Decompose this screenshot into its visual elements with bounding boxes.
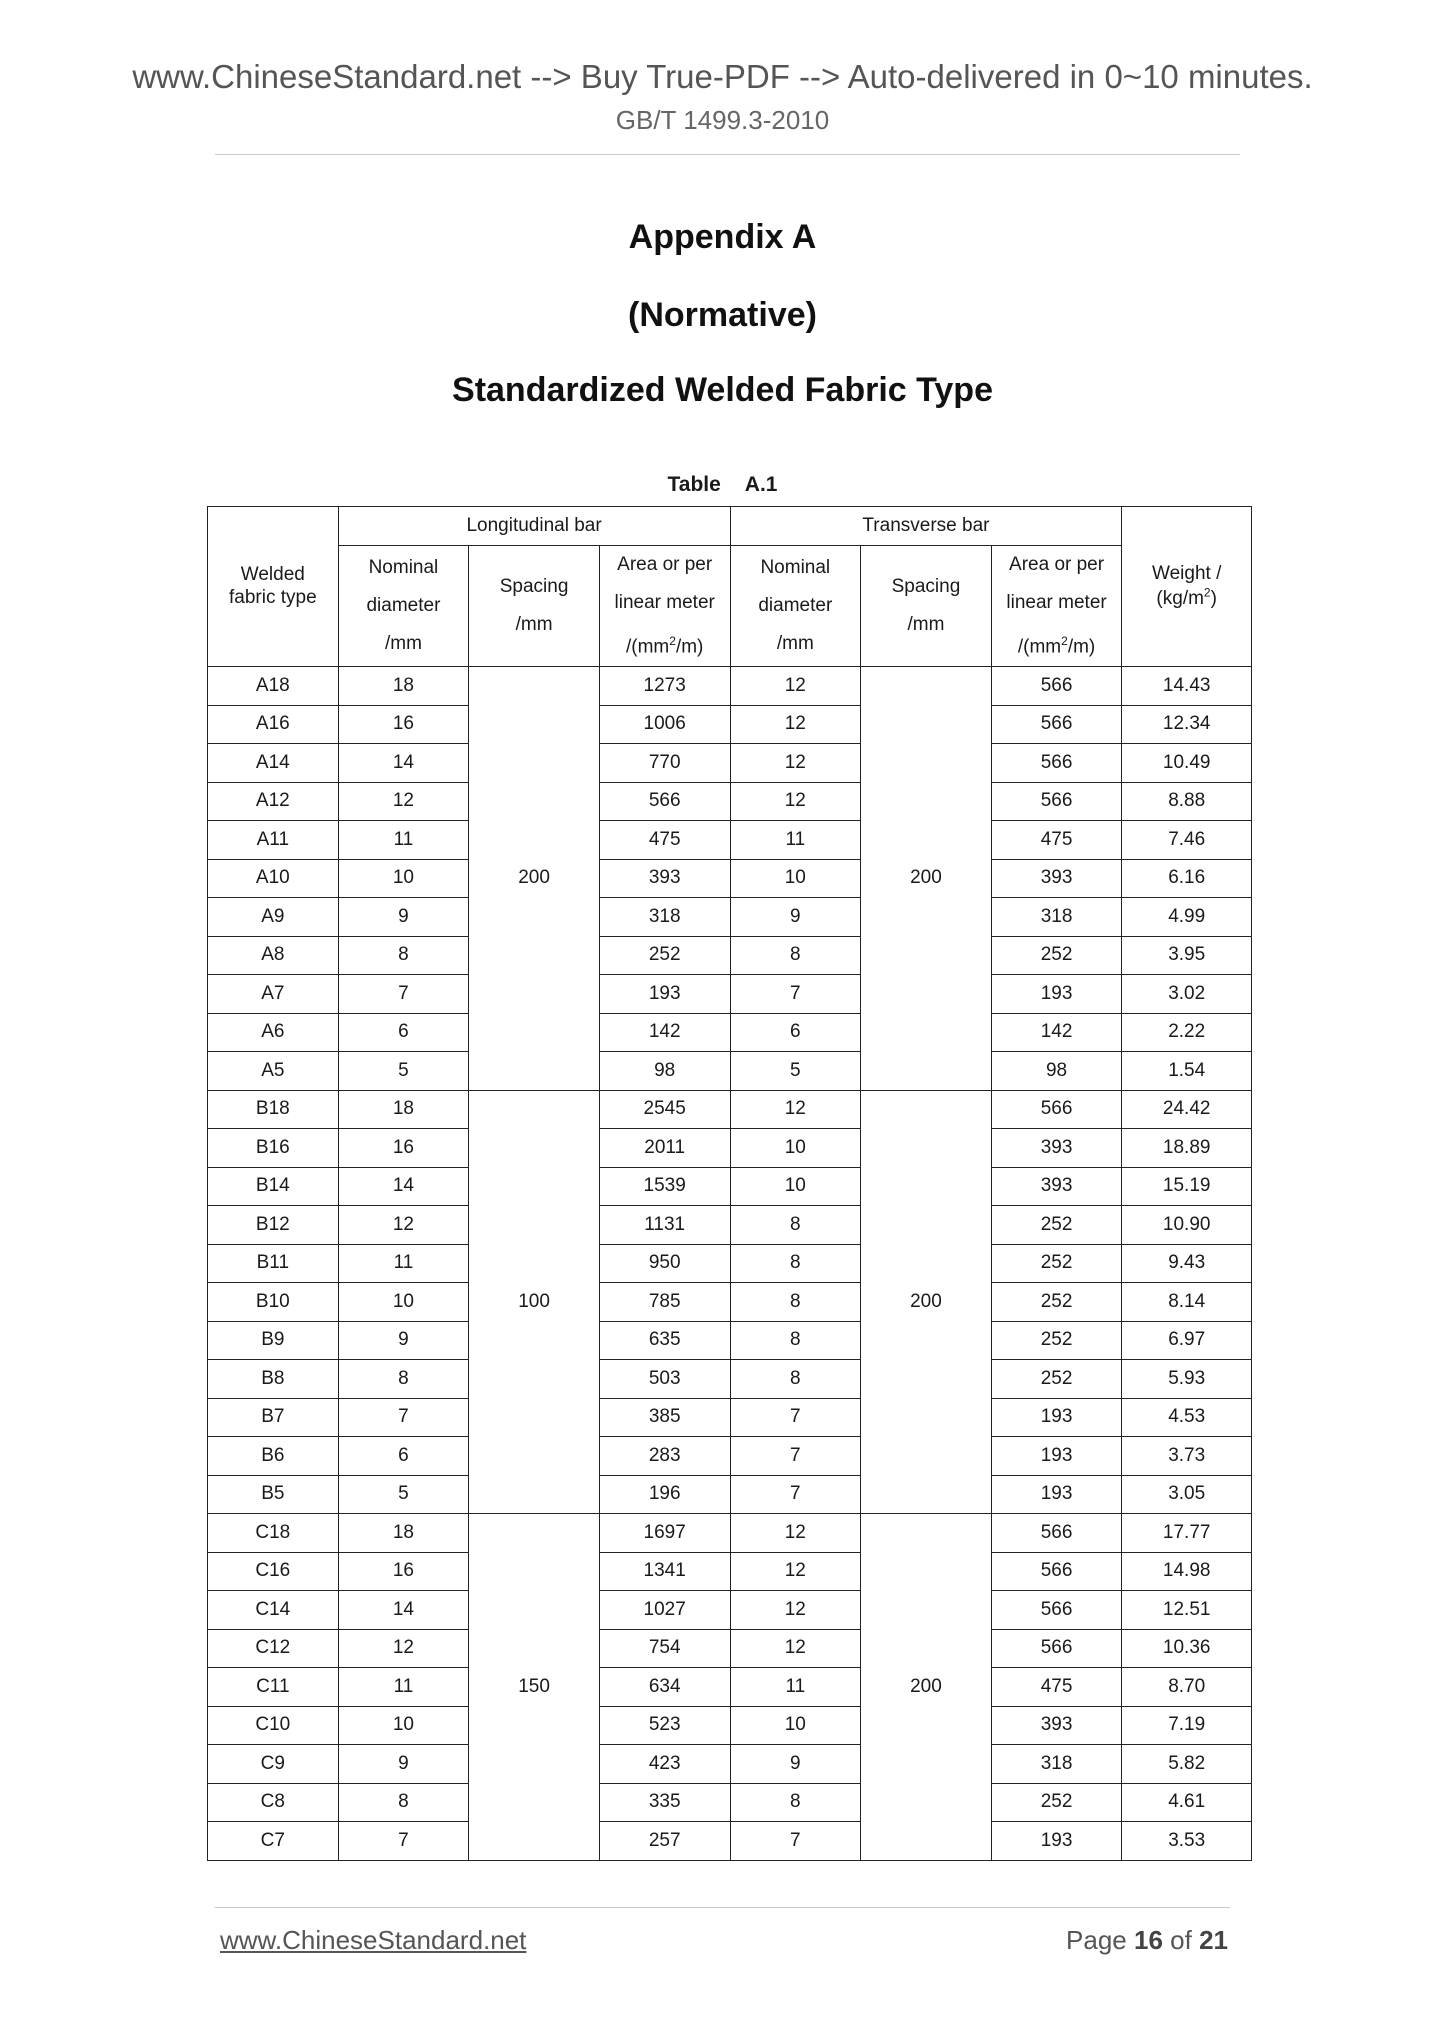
cell-weight: 14.43: [1122, 667, 1252, 706]
table-row: [208, 1129, 1252, 1168]
cell-trans-diameter: 11: [730, 821, 861, 860]
cell-long-diameter: 14: [338, 744, 469, 783]
cell-long-diameter: 18: [338, 1514, 469, 1553]
col-header-long-area: Area or per linear meter $/(mm^2/m)$: [599, 546, 730, 667]
cell-fabric-type: C18: [208, 1514, 339, 1553]
table-caption: [0, 473, 1445, 497]
cell-fabric-type: B16: [208, 1129, 339, 1168]
cell-trans-area: 193: [991, 1475, 1122, 1514]
cell-weight: 18.89: [1122, 1129, 1252, 1168]
cell-trans-area: 252: [991, 1783, 1122, 1822]
cell-trans-area: 566: [991, 1591, 1122, 1630]
table-row: [208, 1514, 1252, 1553]
cell-trans-diameter: 10: [730, 1706, 861, 1745]
cell-trans-diameter: 7: [730, 1437, 861, 1476]
cell-trans-diameter: 10: [730, 1129, 861, 1168]
cell-fabric-type: A9: [208, 898, 339, 937]
cell-trans-diameter: 12: [730, 744, 861, 783]
cell-long-area: 196: [599, 1475, 730, 1514]
col-header-trans-diameter: Nominal diameter /mm: [730, 546, 861, 667]
cell-weight: 8.14: [1122, 1283, 1252, 1322]
column-header-row: [208, 546, 1252, 667]
cell-long-area: 754: [599, 1629, 730, 1668]
cell-trans-area: 252: [991, 1283, 1122, 1322]
cell-trans-area: 566: [991, 1629, 1122, 1668]
cell-weight: 3.02: [1122, 975, 1252, 1014]
cell-weight: 3.53: [1122, 1822, 1252, 1861]
cell-trans-area: 318: [991, 898, 1122, 937]
col-header-trans-area: Area or per linear meter $/(mm^2/m)$: [991, 546, 1122, 667]
cell-weight: 4.61: [1122, 1783, 1252, 1822]
cell-long-area: 385: [599, 1398, 730, 1437]
group-header-row: [208, 507, 1252, 546]
cell-fabric-type: B10: [208, 1283, 339, 1322]
cell-long-diameter: 8: [338, 1783, 469, 1822]
cell-long-area: 283: [599, 1437, 730, 1476]
cell-trans-diameter: 10: [730, 859, 861, 898]
standard-id: GB/T 1499.3-2010: [615, 105, 830, 135]
cell-weight: 4.99: [1122, 898, 1252, 937]
cell-fabric-type: C16: [208, 1552, 339, 1591]
table-row: [208, 1398, 1252, 1437]
cell-trans-diameter: 12: [730, 782, 861, 821]
table-row: [208, 975, 1252, 1014]
table-row: [208, 1052, 1252, 1091]
cell-fabric-type: A6: [208, 1013, 339, 1052]
cell-long-area: 335: [599, 1783, 730, 1822]
cell-trans-area: 142: [991, 1013, 1122, 1052]
cell-trans-area: 318: [991, 1745, 1122, 1784]
cell-weight: 1.54: [1122, 1052, 1252, 1091]
cell-trans-diameter: 8: [730, 936, 861, 975]
cell-weight: 10.49: [1122, 744, 1252, 783]
cell-weight: 12.51: [1122, 1591, 1252, 1630]
table-row: [208, 1013, 1252, 1052]
cell-long-diameter: 10: [338, 1706, 469, 1745]
cell-weight: 12.34: [1122, 705, 1252, 744]
appendix-subject: Standardized Welded Fabric Type: [452, 371, 993, 409]
cell-long-area: 1341: [599, 1552, 730, 1591]
cell-trans-diameter: 12: [730, 1514, 861, 1553]
col-header-type: [208, 507, 339, 667]
cell-long-area: 1027: [599, 1591, 730, 1630]
cell-trans-area: 252: [991, 1244, 1122, 1283]
table-row: [208, 744, 1252, 783]
cell-weight: 4.53: [1122, 1398, 1252, 1437]
cell-long-area: 252: [599, 936, 730, 975]
cell-fabric-type: A5: [208, 1052, 339, 1091]
cell-weight: 10.90: [1122, 1206, 1252, 1245]
cell-trans-area: 252: [991, 1360, 1122, 1399]
cell-trans-diameter: 5: [730, 1052, 861, 1091]
cell-trans-area: 475: [991, 821, 1122, 860]
cell-long-diameter: 16: [338, 1552, 469, 1591]
cell-fabric-type: C11: [208, 1668, 339, 1707]
cell-fabric-type: A12: [208, 782, 339, 821]
table-row: [208, 1475, 1252, 1514]
page-indicator: Page 16 of 21: [1066, 1925, 1228, 1955]
table-row: [208, 898, 1252, 937]
col-header-weight: [1122, 507, 1252, 667]
cell-trans-area: 252: [991, 1321, 1122, 1360]
table-row: [208, 1591, 1252, 1630]
cell-trans-area: 566: [991, 1090, 1122, 1129]
cell-long-spacing: 100: [469, 1090, 600, 1514]
cell-long-diameter: 11: [338, 1244, 469, 1283]
cell-fabric-type: B12: [208, 1206, 339, 1245]
cell-long-diameter: 8: [338, 1360, 469, 1399]
table-row: [208, 1783, 1252, 1822]
cell-long-spacing: 150: [469, 1514, 600, 1861]
table-row: [208, 667, 1252, 706]
footer-divider: [215, 1907, 1230, 1908]
cell-trans-area: 193: [991, 975, 1122, 1014]
cell-trans-area: 566: [991, 1514, 1122, 1553]
cell-long-area: 1539: [599, 1167, 730, 1206]
cell-trans-diameter: 7: [730, 975, 861, 1014]
cell-long-diameter: 16: [338, 1129, 469, 1168]
cell-long-diameter: 7: [338, 975, 469, 1014]
cell-trans-diameter: 6: [730, 1013, 861, 1052]
cell-long-area: 1006: [599, 705, 730, 744]
cell-trans-diameter: 7: [730, 1398, 861, 1437]
cell-long-diameter: 14: [338, 1167, 469, 1206]
cell-long-diameter: 9: [338, 1745, 469, 1784]
cell-long-diameter: 6: [338, 1437, 469, 1476]
cell-fabric-type: A14: [208, 744, 339, 783]
cell-trans-diameter: 8: [730, 1360, 861, 1399]
table-row: [208, 1706, 1252, 1745]
cell-long-spacing: 200: [469, 667, 600, 1091]
cell-trans-diameter: 7: [730, 1822, 861, 1861]
cell-weight: 2.22: [1122, 1013, 1252, 1052]
cell-trans-area: 566: [991, 1552, 1122, 1591]
cell-trans-area: 393: [991, 1167, 1122, 1206]
cell-fabric-type: B8: [208, 1360, 339, 1399]
cell-long-diameter: 16: [338, 705, 469, 744]
table-row: [208, 1552, 1252, 1591]
cell-fabric-type: A7: [208, 975, 339, 1014]
cell-fabric-type: C8: [208, 1783, 339, 1822]
cell-weight: 17.77: [1122, 1514, 1252, 1553]
col-header-weight-line2: $(kg/m^2)$: [1156, 585, 1217, 609]
cell-long-area: 318: [599, 898, 730, 937]
cell-trans-diameter: 8: [730, 1283, 861, 1322]
cell-fabric-type: A11: [208, 821, 339, 860]
cell-weight: 3.05: [1122, 1475, 1252, 1514]
cell-trans-spacing: 200: [861, 1514, 992, 1861]
cell-long-diameter: 12: [338, 782, 469, 821]
cell-trans-area: 566: [991, 705, 1122, 744]
group-header-transverse: Transverse bar: [730, 507, 1122, 546]
cell-trans-diameter: 12: [730, 1591, 861, 1630]
cell-trans-area: 193: [991, 1822, 1122, 1861]
cell-weight: 5.93: [1122, 1360, 1252, 1399]
cell-weight: 9.43: [1122, 1244, 1252, 1283]
cell-long-area: 950: [599, 1244, 730, 1283]
cell-long-diameter: 18: [338, 1090, 469, 1129]
table-row: [208, 1437, 1252, 1476]
cell-fabric-type: C12: [208, 1629, 339, 1668]
cell-trans-area: 393: [991, 859, 1122, 898]
cell-weight: 6.16: [1122, 859, 1252, 898]
cell-long-area: 475: [599, 821, 730, 860]
table-row: [208, 821, 1252, 860]
cell-trans-diameter: 12: [730, 667, 861, 706]
cell-long-diameter: 9: [338, 1321, 469, 1360]
cell-long-area: 193: [599, 975, 730, 1014]
table-row: [208, 1206, 1252, 1245]
group-header-longitudinal: Longitudinal bar: [338, 507, 730, 546]
cell-trans-area: 98: [991, 1052, 1122, 1091]
cell-fabric-type: B7: [208, 1398, 339, 1437]
cell-fabric-type: A16: [208, 705, 339, 744]
table-row: [208, 1360, 1252, 1399]
cell-long-area: 393: [599, 859, 730, 898]
cell-long-diameter: 5: [338, 1475, 469, 1514]
cell-trans-area: 193: [991, 1437, 1122, 1476]
cell-trans-area: 252: [991, 1206, 1122, 1245]
footer-site-link[interactable]: www.ChineseStandard.net: [220, 1925, 527, 1955]
col-header-long-spacing: Spacing /mm: [469, 546, 600, 667]
cell-trans-diameter: 12: [730, 1629, 861, 1668]
cell-long-area: 257: [599, 1822, 730, 1861]
table-row: [208, 782, 1252, 821]
table-body: [208, 507, 1252, 1861]
cell-weight: 14.98: [1122, 1552, 1252, 1591]
cell-long-area: 523: [599, 1706, 730, 1745]
cell-long-area: 1697: [599, 1514, 730, 1553]
cell-fabric-type: B5: [208, 1475, 339, 1514]
cell-fabric-type: B18: [208, 1090, 339, 1129]
cell-trans-diameter: 8: [730, 1321, 861, 1360]
cell-trans-area: 193: [991, 1398, 1122, 1437]
table-row: [208, 1090, 1252, 1129]
col-header-type-line2: fabric type: [228, 586, 317, 608]
cell-long-area: 98: [599, 1052, 730, 1091]
cell-fabric-type: C9: [208, 1745, 339, 1784]
table-caption-prefix: Table: [667, 473, 721, 496]
cell-trans-spacing: 200: [861, 667, 992, 1091]
cell-trans-diameter: 12: [730, 1090, 861, 1129]
cell-long-area: 785: [599, 1283, 730, 1322]
table-row: [208, 859, 1252, 898]
cell-trans-area: 566: [991, 667, 1122, 706]
cell-trans-diameter: 12: [730, 705, 861, 744]
normative-label: (Normative): [628, 296, 817, 334]
table-row: [208, 1745, 1252, 1784]
cell-long-diameter: 10: [338, 1283, 469, 1322]
cell-long-area: 1131: [599, 1206, 730, 1245]
welded-fabric-table: [207, 506, 1252, 1861]
header-divider: [215, 154, 1240, 155]
cell-trans-area: 393: [991, 1129, 1122, 1168]
cell-fabric-type: C10: [208, 1706, 339, 1745]
cell-fabric-type: B11: [208, 1244, 339, 1283]
cell-trans-diameter: 9: [730, 898, 861, 937]
cell-trans-diameter: 8: [730, 1244, 861, 1283]
cell-long-area: 634: [599, 1668, 730, 1707]
cell-long-diameter: 11: [338, 821, 469, 860]
cell-trans-area: 566: [991, 744, 1122, 783]
cell-long-area: 2545: [599, 1090, 730, 1129]
cell-long-diameter: 18: [338, 667, 469, 706]
table-row: [208, 1167, 1252, 1206]
col-header-long-diameter: Nominal diameter /mm: [338, 546, 469, 667]
cell-long-diameter: 5: [338, 1052, 469, 1091]
cell-long-diameter: 7: [338, 1398, 469, 1437]
cell-weight: 7.46: [1122, 821, 1252, 860]
col-header-type-line1: Welded: [240, 563, 305, 585]
appendix-title: Appendix A: [628, 218, 817, 256]
table-row: [208, 1629, 1252, 1668]
cell-weight: 3.73: [1122, 1437, 1252, 1476]
cell-long-area: 566: [599, 782, 730, 821]
cell-weight: 3.95: [1122, 936, 1252, 975]
cell-fabric-type: A8: [208, 936, 339, 975]
cell-weight: 10.36: [1122, 1629, 1252, 1668]
cell-trans-diameter: 11: [730, 1668, 861, 1707]
cell-trans-diameter: 8: [730, 1206, 861, 1245]
cell-long-diameter: 10: [338, 859, 469, 898]
cell-trans-diameter: 9: [730, 1745, 861, 1784]
cell-trans-diameter: 12: [730, 1552, 861, 1591]
cell-fabric-type: B14: [208, 1167, 339, 1206]
cell-trans-diameter: 7: [730, 1475, 861, 1514]
cell-long-area: 2011: [599, 1129, 730, 1168]
cell-trans-spacing: 200: [861, 1090, 992, 1514]
cell-long-diameter: 14: [338, 1591, 469, 1630]
cell-trans-area: 475: [991, 1668, 1122, 1707]
table-row: [208, 1822, 1252, 1861]
cell-trans-area: 566: [991, 782, 1122, 821]
cell-long-diameter: 6: [338, 1013, 469, 1052]
cell-fabric-type: C14: [208, 1591, 339, 1630]
cell-weight: 8.70: [1122, 1668, 1252, 1707]
table-row: [208, 936, 1252, 975]
cell-trans-area: 393: [991, 1706, 1122, 1745]
cell-trans-diameter: 10: [730, 1167, 861, 1206]
col-header-weight-line1: Weight /: [1152, 562, 1222, 584]
cell-long-diameter: 12: [338, 1629, 469, 1668]
cell-weight: 5.82: [1122, 1745, 1252, 1784]
cell-fabric-type: A10: [208, 859, 339, 898]
cell-long-area: 142: [599, 1013, 730, 1052]
cell-long-diameter: 11: [338, 1668, 469, 1707]
table-row: [208, 705, 1252, 744]
cell-long-diameter: 9: [338, 898, 469, 937]
cell-long-diameter: 7: [338, 1822, 469, 1861]
cell-long-area: 770: [599, 744, 730, 783]
cell-weight: 15.19: [1122, 1167, 1252, 1206]
cell-fabric-type: B6: [208, 1437, 339, 1476]
cell-weight: 6.97: [1122, 1321, 1252, 1360]
header-banner: www.ChineseStandard.net --> Buy True-PDF --> Auto-delivered in 0~10 minutes.: [132, 58, 1313, 95]
cell-trans-area: 252: [991, 936, 1122, 975]
cell-weight: 8.88: [1122, 782, 1252, 821]
cell-weight: 24.42: [1122, 1090, 1252, 1129]
cell-weight: 7.19: [1122, 1706, 1252, 1745]
table-row: [208, 1321, 1252, 1360]
table-caption-id: A.1: [744, 473, 778, 496]
cell-long-area: 503: [599, 1360, 730, 1399]
cell-fabric-type: C7: [208, 1822, 339, 1861]
cell-long-diameter: 8: [338, 936, 469, 975]
table-row: [208, 1244, 1252, 1283]
cell-long-area: 635: [599, 1321, 730, 1360]
cell-long-area: 423: [599, 1745, 730, 1784]
table-row: [208, 1668, 1252, 1707]
cell-long-diameter: 12: [338, 1206, 469, 1245]
cell-fabric-type: A18: [208, 667, 339, 706]
col-header-trans-spacing: Spacing /mm: [861, 546, 992, 667]
cell-long-area: 1273: [599, 667, 730, 706]
cell-fabric-type: B9: [208, 1321, 339, 1360]
cell-trans-diameter: 8: [730, 1783, 861, 1822]
table-row: [208, 1283, 1252, 1322]
